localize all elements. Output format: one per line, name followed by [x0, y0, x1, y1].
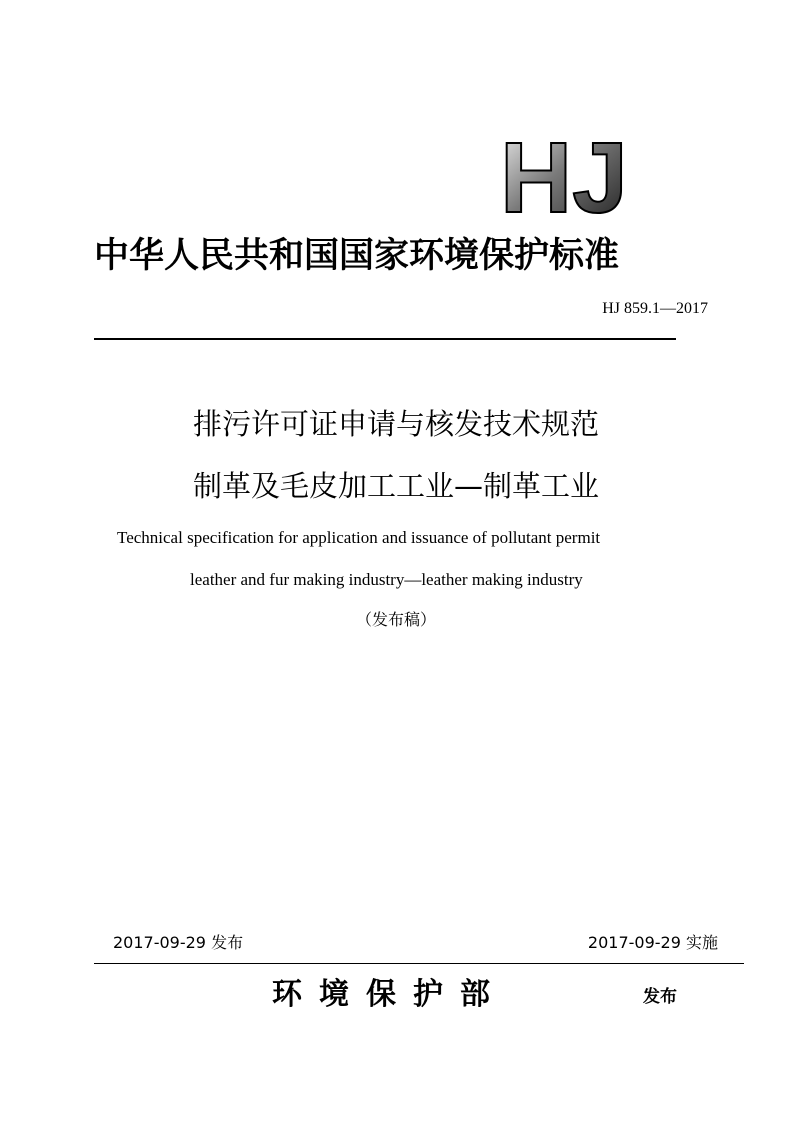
effective-date: 2017-09-29 实施: [587, 933, 718, 952]
english-title-line-1: Technical specification for application and issuance of pollutant permit: [117, 528, 601, 547]
hj-logo: [498, 132, 640, 218]
footer-divider: [94, 963, 744, 964]
issuing-authority-suffix: 发布: [643, 987, 677, 1007]
standard-code: HJ 859.1—2017: [602, 300, 708, 317]
document-title-line-2: 制革及毛皮加工工业—制革工业: [192, 469, 599, 503]
header-divider: [94, 338, 676, 340]
release-date: 2017-09-29 发布: [113, 933, 244, 952]
issuing-authority: 环境保护部: [272, 977, 507, 1012]
document-title-line-1: 排污许可证申请与核发技术规范: [192, 407, 599, 441]
hj-logo-text: HJ: [500, 132, 628, 218]
english-title-line-2: leather and fur making industry—leather making industry: [190, 570, 583, 589]
draft-status-note: （发布稿）: [355, 610, 436, 629]
hj-logo-graphic: [498, 132, 640, 218]
standard-body-title: 中华人民共和国国家环境保护标准: [94, 236, 620, 276]
